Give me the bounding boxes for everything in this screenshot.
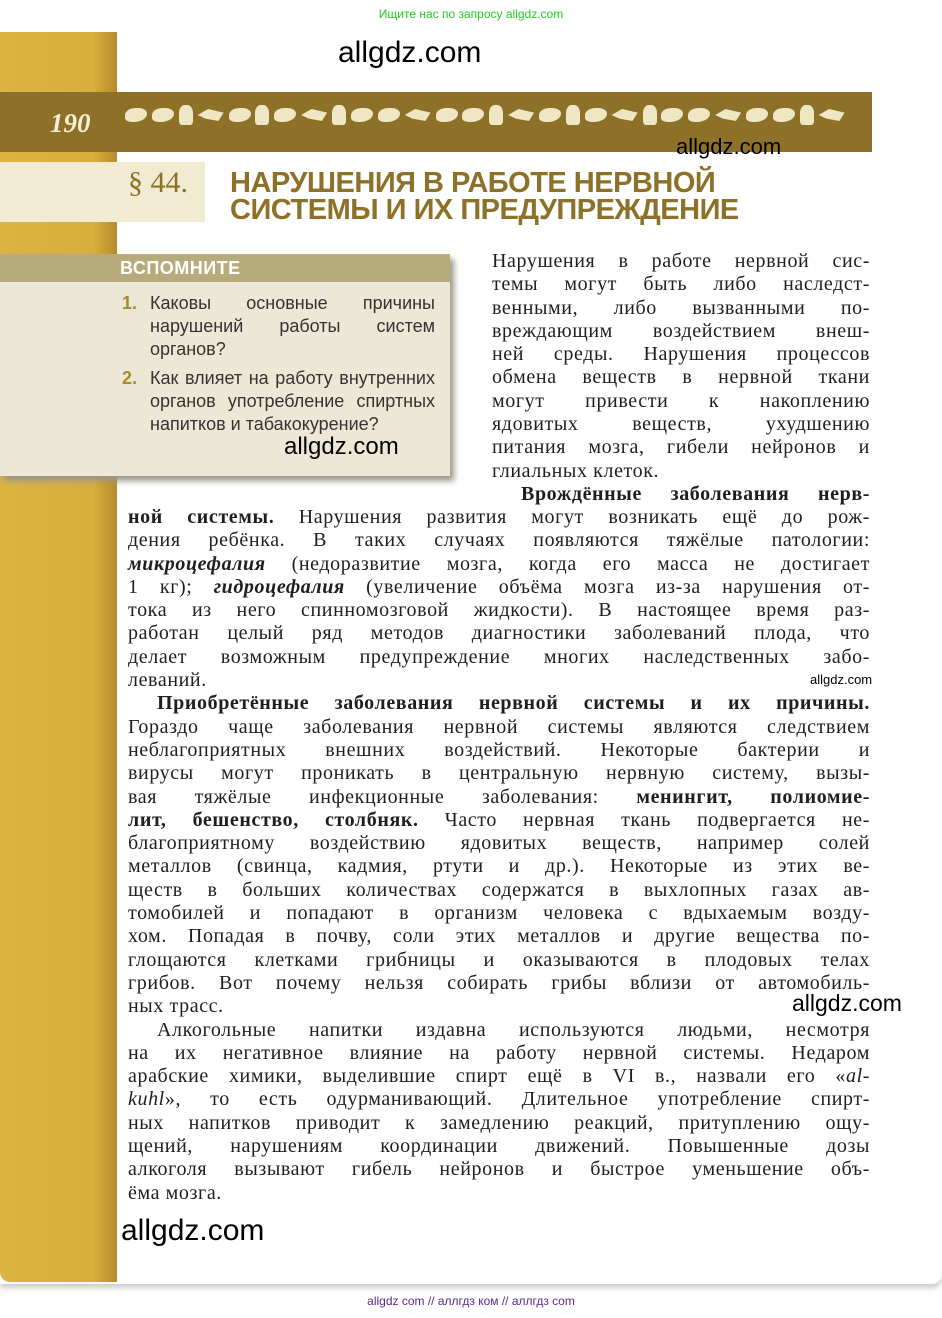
text-segment: (увеличение объёма мозга из-за нарушения от-	[344, 575, 870, 598]
emphasized-text: kuhl	[128, 1088, 165, 1111]
text-line	[128, 716, 870, 739]
text-segment: могут привести к накоплению	[492, 389, 870, 412]
animal-silhouette-icon	[688, 108, 710, 122]
text-segment: обмена веществ в нервной ткани	[492, 366, 870, 389]
text-segment: вая тяжёлые инфекционные заболевания:	[128, 785, 637, 808]
question-number: 2.	[122, 368, 138, 388]
text-line	[492, 413, 870, 436]
text-segment: (недоразвитие мозга, когда его масса не достигает	[265, 552, 870, 575]
text-segment: благоприятному воздействию ядовитых веществ, например солей	[128, 832, 870, 855]
body-text	[128, 506, 873, 1205]
top-search-note: Ищите нас по запросу allgdz.com	[378, 7, 564, 21]
text-line	[128, 1019, 870, 1042]
text-segment: тока из него спинномозговой жидкости). В настоящее время раз-	[128, 599, 870, 622]
text-line	[492, 460, 870, 483]
text-line	[128, 972, 870, 995]
text-line	[128, 1042, 870, 1065]
text-line	[492, 436, 870, 459]
title-line: НАРУШЕНИЯ В РАБОТЕ НЕРВНОЙ	[230, 167, 716, 199]
text-line	[128, 1158, 870, 1181]
watermark: allgdz.com	[676, 134, 782, 159]
text-line	[128, 1112, 870, 1135]
text-segment: вирусы могут проникать в центральную нервную систему, вызы-	[128, 762, 870, 785]
text-segment: делает возможным предупреждение многих наследственных забо-	[128, 645, 870, 668]
text-line	[492, 343, 870, 366]
text-segment: леваний.	[128, 669, 207, 692]
text-segment: щений, нарушениям координации движений. Повышенные дозы	[128, 1135, 870, 1158]
text-segment: венными, либо вызванными по-	[492, 296, 870, 319]
watermark: allgdz.com	[810, 672, 873, 687]
text-line	[128, 762, 870, 785]
text-line	[128, 809, 870, 832]
animal-silhouette-icon	[715, 109, 741, 121]
animal-silhouette-icon	[746, 108, 768, 122]
text-segment: металлов (свинца, кадмия, ртути и др.). Некоторые из этих ве-	[128, 855, 870, 878]
animal-silhouette-icon	[800, 105, 814, 125]
text-segment: алкоголя вызывают гибель нейронов и быстрое уменьшение объ-	[128, 1158, 870, 1181]
text-line	[128, 832, 870, 855]
section-number: § 44.	[128, 166, 188, 199]
text-line	[128, 1088, 870, 1111]
text-line	[128, 646, 870, 669]
text-line	[492, 297, 870, 320]
animal-silhouette-icon	[819, 109, 845, 121]
animal-silhouette-icon	[539, 108, 561, 122]
footer-links: allgdz com // аллгдз ком // аллгдз com	[367, 1294, 575, 1308]
text-segment: Нарушения развития могут возникать ещё до рож-	[274, 506, 870, 528]
animal-silhouette-icon	[643, 105, 657, 125]
text-segment: арабские химики, выделившие спирт ещё в VI в., назвали его «	[128, 1065, 846, 1088]
watermark: allgdz.com	[121, 1214, 265, 1247]
text-segment: », то есть одурманивающий. Длительное употребление спирт-	[164, 1088, 870, 1111]
intro-column-text	[492, 250, 870, 506]
animal-silhouette-icon	[179, 105, 193, 125]
emphasized-text: al-	[845, 1065, 870, 1088]
animal-silhouette-icon	[152, 108, 174, 122]
animal-silhouette-icon	[508, 109, 534, 121]
emphasized-text: микроцефалия	[128, 552, 266, 575]
text-segment: томобилей и попадают в организм человека с вдыхаемым возду-	[128, 902, 870, 925]
text-segment: грибов. Вот почему нельзя собирать грибы вблизи от автомобиль-	[128, 971, 870, 994]
text-line	[128, 949, 870, 972]
text-line	[128, 1135, 870, 1158]
animal-silhouette-icon	[462, 108, 484, 122]
text-line	[128, 925, 870, 948]
text-segment: глиальных клеток.	[492, 459, 660, 482]
emphasized-text: Врождённые заболевания нерв-	[521, 482, 870, 505]
animal-silhouette-icon	[351, 108, 373, 122]
recall-title: ВСПОМНИТЕ	[120, 258, 241, 278]
text-segment: питания мозга, гибели нейронов и	[492, 436, 870, 459]
animal-silhouette-icon	[773, 108, 795, 122]
question-text: Каковы основные причины нарушений работы систем органов?	[150, 293, 435, 359]
question-number: 1.	[122, 293, 138, 313]
recall-question	[122, 367, 435, 436]
animal-silhouette-icon	[612, 109, 638, 121]
text-line	[128, 599, 870, 622]
animal-silhouette-icon	[661, 108, 683, 122]
text-segment: Гораздо чаще заболевания нервной системы являются следствием	[128, 715, 870, 738]
text-line	[128, 576, 870, 599]
text-segment: ней среды. Нарушения процессов	[492, 343, 870, 366]
animal-silhouette-icon	[585, 108, 607, 122]
text-line	[128, 506, 870, 529]
title-line: СИСТЕМЫ И ИХ ПРЕДУПРЕЖДЕНИЕ	[230, 194, 739, 226]
text-segment: ных напитков приводит к замедлению реакций, притуплению ощу-	[128, 1111, 870, 1134]
text-segment: на их негативное влияние на работу нервной системы. Недаром	[128, 1041, 870, 1064]
emphasized-text: лит, бешенство, столбняк.	[128, 808, 419, 831]
text-segment: вреждающим воздействием внеш-	[492, 319, 870, 342]
question-text: Как влияет на работу внутренних органов употребление спиртных напитков и табакокурение?	[150, 368, 435, 434]
text-segment: дения ребёнка. В таких случаях появляются тяжёлые патологии:	[128, 529, 870, 552]
text-segment: глощаются клетками грибницы и оказываются в плодовых телах	[128, 948, 870, 971]
emphasized-text: Приобретённые заболевания нервной системы и их причины.	[157, 692, 870, 715]
animal-silhouette-icon	[255, 105, 269, 125]
text-line	[128, 786, 870, 809]
text-line	[128, 1182, 870, 1205]
text-line	[492, 320, 870, 343]
animal-silhouette-icon	[332, 105, 346, 125]
text-segment: ядовитых веществ, ухудшению	[492, 413, 870, 436]
animal-silhouette-icon	[274, 108, 296, 122]
animal-silhouette-icon	[378, 108, 400, 122]
watermark: allgdz.com	[792, 990, 902, 1016]
text-segment: темы могут быть либо наследст-	[492, 273, 870, 296]
animal-silhouette-icon	[198, 109, 224, 121]
text-line	[128, 739, 870, 762]
text-segment: хом. Попадая в почву, соли этих металлов и другие вещества по-	[128, 925, 870, 948]
animal-silhouette-icon	[125, 108, 147, 122]
emphasized-text: ной системы.	[128, 506, 275, 528]
watermark: allgdz.com	[338, 36, 482, 69]
text-segment: ных трасс.	[128, 995, 224, 1018]
animal-silhouette-icon	[436, 108, 458, 122]
section-title	[230, 167, 739, 226]
text-segment: ществ в больших количествах содержатся в выхлопных газах ав-	[128, 878, 870, 901]
text-line	[492, 273, 870, 296]
text-line	[128, 995, 870, 1018]
text-segment: ёма мозга.	[128, 1181, 222, 1204]
emphasized-text: гидроцефалия	[213, 575, 345, 598]
animal-silhouette-icon	[405, 109, 431, 121]
animal-silhouettes-border	[125, 100, 845, 130]
page-number: 190	[50, 108, 91, 138]
emphasized-text: менингит, полиомие-	[636, 785, 871, 808]
text-line	[492, 366, 870, 389]
text-line	[492, 483, 870, 506]
text-line	[492, 250, 870, 273]
text-line	[128, 669, 873, 692]
text-segment: Часто нервная ткань подвергается не-	[418, 808, 870, 831]
text-line	[128, 902, 870, 925]
text-line	[128, 1065, 870, 1088]
text-line	[128, 855, 870, 878]
text-line	[128, 692, 870, 715]
text-line	[128, 553, 870, 576]
watermark: allgdz.com	[284, 433, 399, 460]
text-segment: работан целый ряд методов диагностики заболеваний плода, что	[128, 622, 870, 645]
animal-silhouette-icon	[229, 108, 251, 122]
text-segment: неблагоприятных внешних воздействий. Некоторые бактерии и	[128, 738, 870, 761]
animal-silhouette-icon	[566, 105, 580, 125]
text-line	[492, 390, 870, 413]
animal-silhouette-icon	[301, 109, 327, 121]
text-segment: Нарушения в работе нервной сис-	[492, 250, 870, 272]
text-segment: Алкогольные напитки издавна используются людьми, несмотря	[157, 1018, 870, 1041]
text-line	[128, 622, 870, 645]
text-line	[128, 529, 870, 552]
text-line	[128, 879, 870, 902]
animal-silhouette-icon	[489, 105, 503, 125]
text-segment: 1 кг);	[128, 575, 214, 598]
recall-question	[122, 292, 435, 361]
